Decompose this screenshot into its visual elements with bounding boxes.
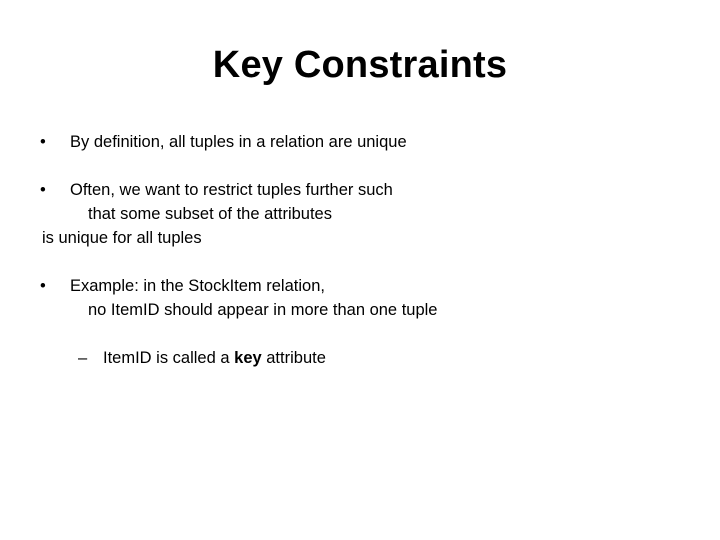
bullet-text: Example: in the StockItem relation,: [70, 277, 325, 295]
sub-bullet-marker: –: [78, 349, 88, 367]
bullet-marker: •: [40, 133, 46, 151]
slide-title: Key Constraints: [212, 44, 508, 86]
bullet-text: By definition, all tuples in a relation are unique: [70, 133, 407, 151]
bullet-text-continuation: is unique for all tuples: [42, 229, 202, 247]
sub-bullet-text: [103, 348, 326, 368]
bullet-text-continuation: that some subset of the attributes: [88, 205, 332, 223]
bullet-marker: •: [40, 277, 46, 295]
bullet-text: Often, we want to restrict tuples further such: [70, 181, 393, 199]
sub-bullet-text-before: ItemID is called a: [103, 349, 235, 367]
bullet-text-continuation: no ItemID should appear in more than one tuple: [88, 301, 438, 319]
sub-bullet-text-after: attribute: [261, 349, 326, 367]
bullet-marker: •: [40, 181, 46, 199]
key-keyword: key: [234, 349, 262, 367]
